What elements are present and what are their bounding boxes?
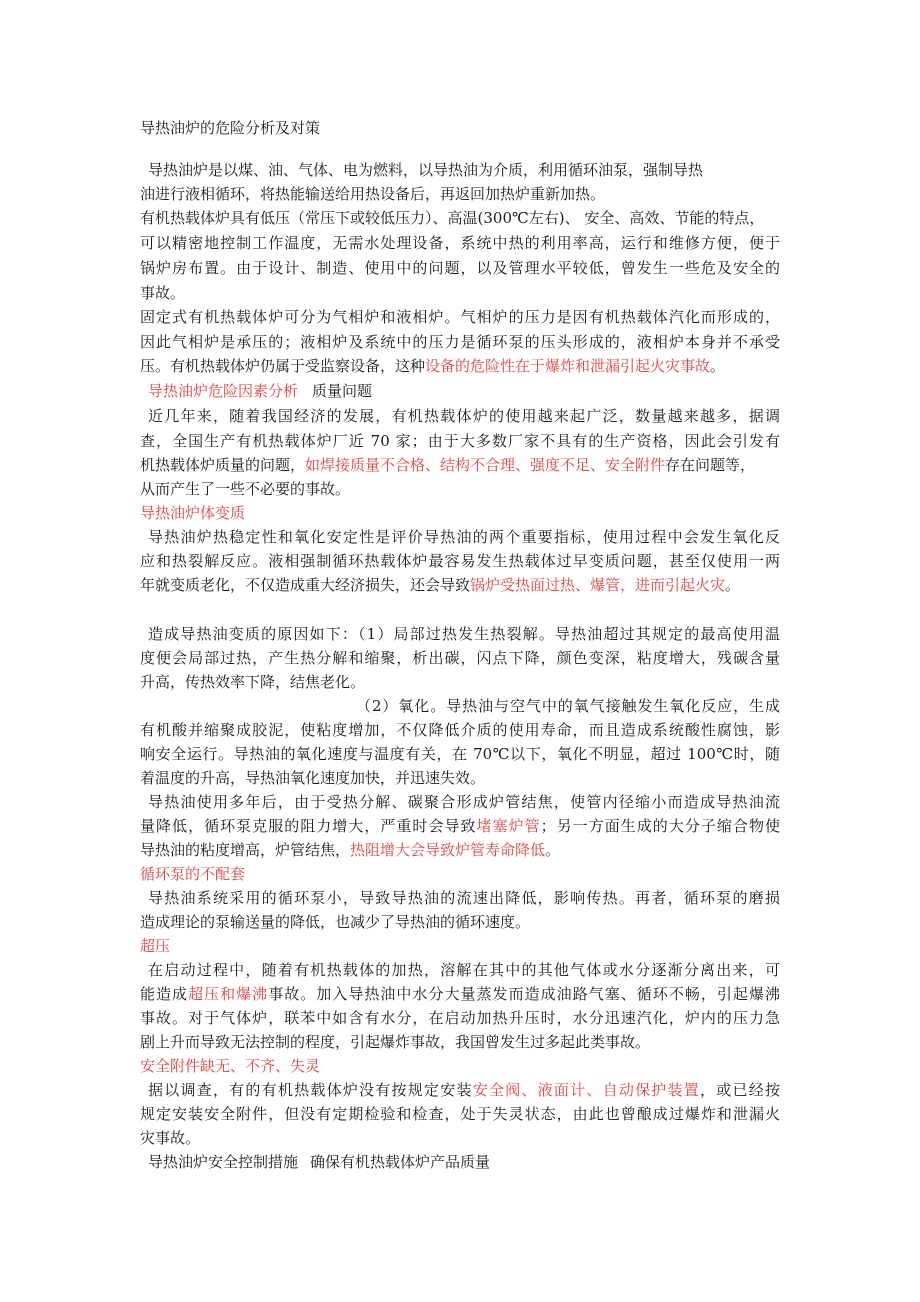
paragraph-line: 有机热载体炉具有低压（常压下或较低压力）、高温(300℃左右)、 安全、高效、节能的特点， — [140, 209, 765, 227]
paragraph-line: 升高，传热效率下降，结焦老化。 — [140, 673, 366, 691]
highlight-text: 堵塞炉管 — [476, 817, 541, 835]
section-heading: 导热油炉危险因素分析 — [148, 382, 299, 400]
section-heading: 导热油炉体变质 — [140, 504, 246, 522]
paragraph-line: 规定安装安全附件，但没有定期检验和检查，处于失灵状态，由此也曾酿成过爆炸和泄漏火 — [140, 1105, 780, 1123]
paragraph-line: 导热油炉热稳定性和氧化安定性是评价导热油的两个重要指标，使用过程中会发生氧化反 — [148, 528, 780, 546]
paragraph-line: 造成理论的泵输送量的降低，也减少了导热油的循环速度。 — [140, 913, 531, 931]
paragraph-line: 能造成超压和爆沸事故。加入导热油中水分大量蒸发而造成油路气塞、循环不畅，引起爆沸 — [140, 985, 780, 1003]
paragraph-line: 年就变质老化，不仅造成重大经济损失，还会导致锅炉受热面过热、爆管，进而引起火灾。 — [140, 576, 741, 594]
paragraph-line: 导热油炉是以煤、油、气体、电为燃料，以导热油为介质，利用循环油泵，强制导热 — [148, 161, 704, 179]
section-heading-row — [148, 379, 372, 403]
paragraph-line: 应和热裂解反应。液相强制循环热载体炉最容易发生热载体过早变质问题，甚至仅使用一两 — [140, 552, 780, 570]
subsection-heading: 质量问题 — [312, 382, 373, 400]
paragraph-line: 固定式有机热载体炉可分为气相炉和液相炉。气相炉的压力是因有机热载体汽化而形成的， — [140, 308, 780, 326]
paragraph-line: 近几年来，随着我国经济的发展，有机热载体炉的使用越来起广泛，数量越来越多，据调 — [148, 407, 780, 425]
paragraph-line: 度便会局部过热，产生热分解和缩聚，析出碳，闪点下降，颜色变深，粘度增大，残碳含量 — [140, 649, 780, 667]
section-heading: 安全附件缺无、不齐、失灵 — [140, 1057, 321, 1075]
paragraph-line: 事故。对于气体炉，联苯中如含有水分，在启动加热升压时，水分迅速汽化，炉内的压力急 — [140, 1009, 780, 1027]
paragraph-line: 导热油的粘度增高，炉管结焦，热阻增大会导致炉管寿命降低。 — [140, 841, 561, 859]
paragraph-line: 查，全国生产有机热载体炉厂近 70 家；由于大多数厂家不具有的生产资格，因此会引发有 — [140, 432, 780, 450]
document-title: 导热油炉的危险分析及对策 — [140, 119, 321, 137]
highlight-text: 锅炉受热面过热、爆管，进而引起火灾 — [470, 576, 726, 594]
paragraph-line: 剧上升而导致无法控制的程度，引起爆炸事故，我国曾发生过多起此类事故。 — [140, 1033, 651, 1051]
paragraph-line: 造成导热油变质的原因如下：（1）局部过热发生热裂解。导热油超过其规定的最高使用温 — [148, 625, 780, 643]
paragraph-line: （2）氧化。导热油与空气中的氧气接触发生氧化反应，生成 — [356, 697, 780, 715]
paragraph-line: 在启动过程中，随着有机热载体的加热，溶解在其中的其他气体或水分逐渐分离出来，可 — [148, 961, 780, 979]
paragraph-line: 据以调查，有的有机热载体炉没有按规定安装安全阀、液面计、自动保护装置，或已经按 — [148, 1081, 780, 1099]
paragraph-line: 有机酸并缩聚成胶泥，使粘度增加，不仅降低介质的使用寿命，而且造成系统酸性腐蚀，影 — [140, 721, 780, 739]
paragraph-line: 导热油使用多年后，由于受热分解、碳聚合形成炉管结焦，使管内径缩小而造成导热油流 — [148, 793, 780, 811]
paragraph-line: 从而产生了一些不必要的事故。 — [140, 480, 351, 498]
paragraph-line: 导热油系统采用的循环泵小，导致导热油的流速出降低，影响传热。再者，循环泵的磨损 — [148, 889, 780, 907]
paragraph-line: 可以精密地控制工作温度，无需水处理设备，系统中热的利用率高，运行和维修方便，便于 — [140, 234, 780, 252]
paragraph-line: 着温度的升高，导热油氧化速度加快，并迅速失效。 — [140, 769, 486, 787]
section-heading: 循环泵的不配套 — [140, 865, 246, 883]
paragraph-line: 油进行液相循环，将热能输送给用热设备后，再返回加热炉重新加热。 — [140, 185, 606, 203]
highlight-text: 安全阀、液面计、自动保护装置 — [472, 1081, 701, 1099]
section-heading: 超压 — [140, 937, 171, 955]
paragraph-line: 响安全运行。导热油的氧化速度与温度有关，在 70℃以下，氧化不明显，超过 100℃时，随 — [140, 745, 780, 763]
paragraph-line: 机热载体炉质量的问题，如焊接质量不合格、结构不合理、强度不足、安全附件存在问题等， — [140, 456, 756, 474]
paragraph-line: 锅炉房布置。由于设计、制造、使用中的问题，以及管理水平较低，曾发生一些危及安全的 — [140, 259, 780, 277]
highlight-text: 设备的危险性在于爆炸和泄漏引起火灾事故 — [425, 357, 711, 375]
highlight-text: 如焊接质量不合格、结构不合理、强度不足、安全附件 — [305, 456, 666, 474]
paragraph-line: 因此气相炉是承压的；液相炉及系统中的压力是循环泵的压头形成的，液相炉本身并不承受 — [140, 333, 780, 351]
paragraph-line: 压。有机热载体炉仍属于受监察设备，这种设备的危险性在于爆炸和泄漏引起火灾事故。 — [140, 357, 726, 375]
subsection-heading: 确保有机热载体炉产品质量 — [310, 1153, 491, 1171]
paragraph-line: 量降低，循环泵克服的阻力增大，严重时会导致堵塞炉管；另一方面生成的大分子缩合物使 — [140, 817, 780, 835]
section-heading: 导热油炉安全控制措施 — [148, 1153, 299, 1171]
paragraph-line: 灾事故。 — [140, 1129, 201, 1147]
section-heading-row — [148, 1150, 490, 1174]
paragraph-line: 事故。 — [140, 284, 186, 302]
highlight-text: 超压和爆沸 — [188, 985, 269, 1003]
highlight-text: 热阻增大会导致炉管寿命降低 — [350, 841, 546, 859]
